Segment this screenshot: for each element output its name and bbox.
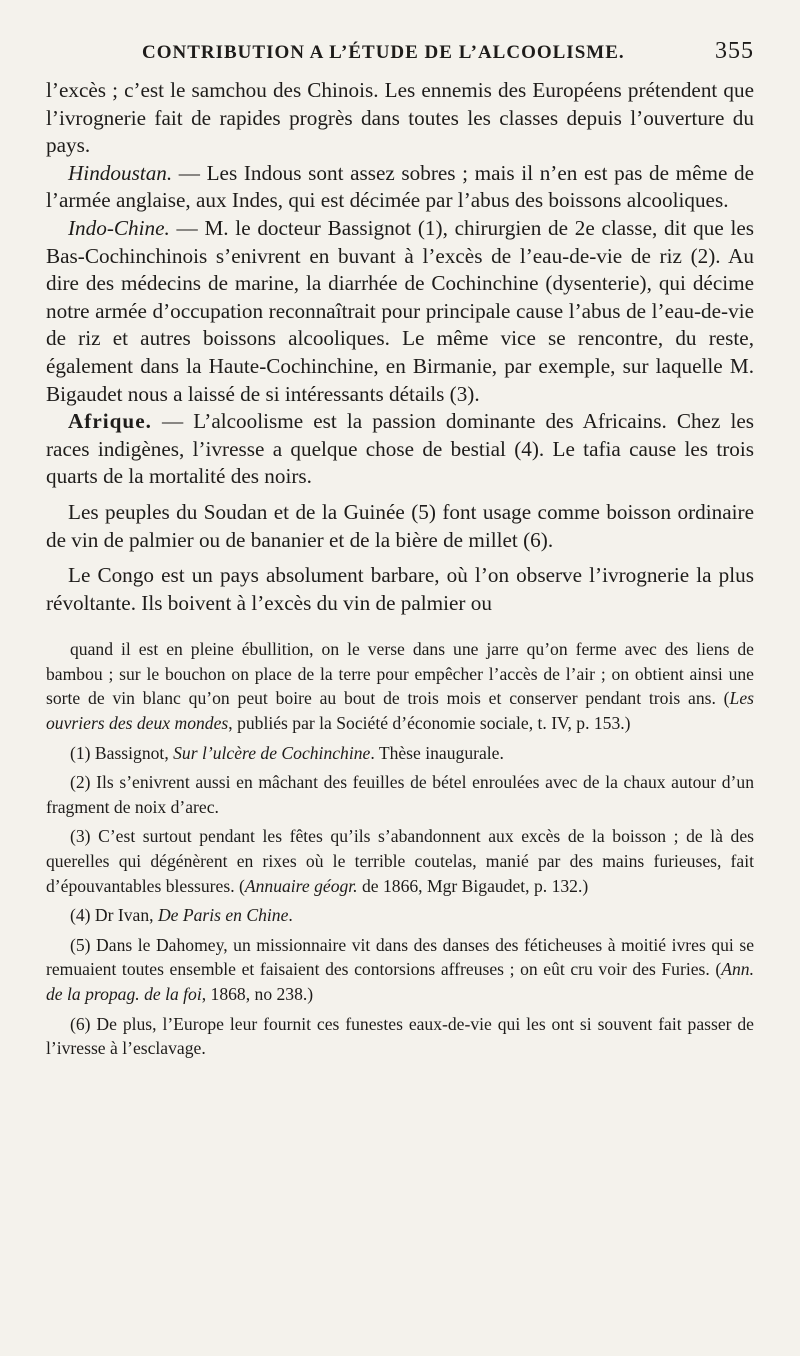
- section-lead-indochine: Indo-Chine.: [68, 215, 170, 240]
- page-number: 355: [715, 38, 754, 64]
- footnote-3: [46, 824, 754, 898]
- footnote-5: [46, 933, 754, 1007]
- footnote-continuation: [46, 637, 754, 735]
- footnote-1-title: Sur l’ulcère de Cochinchine: [173, 742, 371, 763]
- footnote-continuation-end: , publiés par la Société d’économie sociale, t. IV, p. 153.): [228, 713, 631, 734]
- footnote-5-title: Ann. de la propag. de la foi: [46, 959, 754, 1004]
- running-title: CONTRIBUTION A L’ÉTUDE DE L’ALCOOLISME.: [142, 42, 625, 63]
- footnote-5-end: , 1868, no 238.): [201, 984, 314, 1004]
- paragraph-soudan: Les peuples du Soudan et de la Guinée (5) font usage comme boisson ordinaire de vin de palmier ou de bananier et de la bière de millet (6).: [46, 499, 754, 552]
- page-header: [46, 38, 754, 65]
- section-lead-afrique: Afrique.: [68, 409, 152, 434]
- footnote-4-end: .: [288, 905, 293, 926]
- footnote-3-title: Annuaire géogr.: [244, 875, 358, 896]
- footnote-1: [46, 741, 754, 766]
- footnote-continuation-text: quand il est en pleine ébullition, on le verse dans une jarre qu’on ferme avec des liens de bambou ; sur le bouchon on place de la terre pour empêcher l’accès de l’air ; on obtient ainsi une sorte de vin blanc qu’on peut boire au bout de trois mois et conserver pendant trois ans. (: [46, 639, 754, 709]
- paragraph-indochine-text: — M. le docteur Bassignot (1), chirurgien de 2e classe, dit que les Bas-Cochinchinois s’enivrent en buvant à l’excès de l’eau-de-vie de riz (2). Au dire des médecins de marine, la diarrhée de Cochinchine (dysenterie), qui décime notre armée d’occupation reconnaîtrait pour principale cause l’abus de l’eau-de-vie de riz et autres boissons alcooliques. Le même vice se rencontre, du reste, également dans la Haute-Cochinchine, en Birmanie, par exemple, sur laquelle M. Bigaudet nous a laissé de si intéressants détails (3).: [46, 215, 754, 406]
- footnote-4-text: (4) Dr Ivan,: [70, 905, 158, 926]
- footnote-continuation-title: Les ouvriers des deux mondes: [46, 688, 754, 734]
- footnote-1-text: (1) Bassignot,: [70, 742, 174, 763]
- paragraph-afrique: [46, 408, 754, 491]
- footnote-1-end: . Thèse inaugurale.: [370, 742, 504, 763]
- footnote-4: [46, 903, 754, 928]
- paragraph-hindoustan: [46, 160, 754, 215]
- footnotes: [46, 637, 754, 1061]
- paragraph-hindoustan-text: — Les Indous sont assez sobres ; mais il n’en est pas de même de l’armée anglaise, aux Indes, qui est décimée par l’abus des boissons alcooliques.: [46, 160, 754, 213]
- section-lead-hindoustan: Hindoustan.: [68, 160, 173, 185]
- paragraph-congo: Le Congo est un pays absolument barbare, où l’on observe l’ivrognerie la plus révoltante. Ils boivent à l’excès du vin de palmier ou: [46, 563, 754, 615]
- footnote-3-end: de 1866, Mgr Bigaudet, p. 132.): [357, 875, 589, 896]
- paragraph-indochine: [46, 215, 754, 408]
- footnote-2: (2) Ils s’enivrent aussi en mâchant des feuilles de bétel enroulées avec de la chaux autour d’un fragment de noix d’arec.: [46, 772, 754, 817]
- footnote-5-text: (5) Dans le Dahomey, un missionnaire vit dans des danses des féticheuses à moitié ivres qui se remuaient toutes ensemble et faisaient des contorsions affreuses ; on eût cru voir des Furies. (: [46, 934, 754, 980]
- main-text: [46, 77, 754, 617]
- footnote-4-title: De Paris en Chine: [157, 905, 289, 926]
- footnote-3-text: (3) C’est surtout pendant les fêtes qu’ils s’abandonnent aux excès de la boisson ; de là des querelles qui dégénèrent en rixes où le terrible coutelas, manié par des mains furieuses, fait d’épouvantables blessures. (: [46, 826, 754, 896]
- footnote-6: (6) De plus, l’Europe leur fournit ces funestes eaux-de-vie qui les ont si souvent fait passer de l’ivresse à l’esclavage.: [46, 1013, 754, 1059]
- paragraph-china: l’excès ; c’est le samchou des Chinois. Les ennemis des Européens prétendent que l’ivrognerie fait de rapides progrès dans toutes les classes depuis l’ouverture du pays.: [46, 78, 754, 158]
- paragraph-afrique-text: — L’alcoolisme est la passion dominante des Africains. Chez les races indigènes, l’ivresse a quelque chose de bestial (4). Le tafia cause les trois quarts de la mortalité des noirs.: [46, 409, 754, 489]
